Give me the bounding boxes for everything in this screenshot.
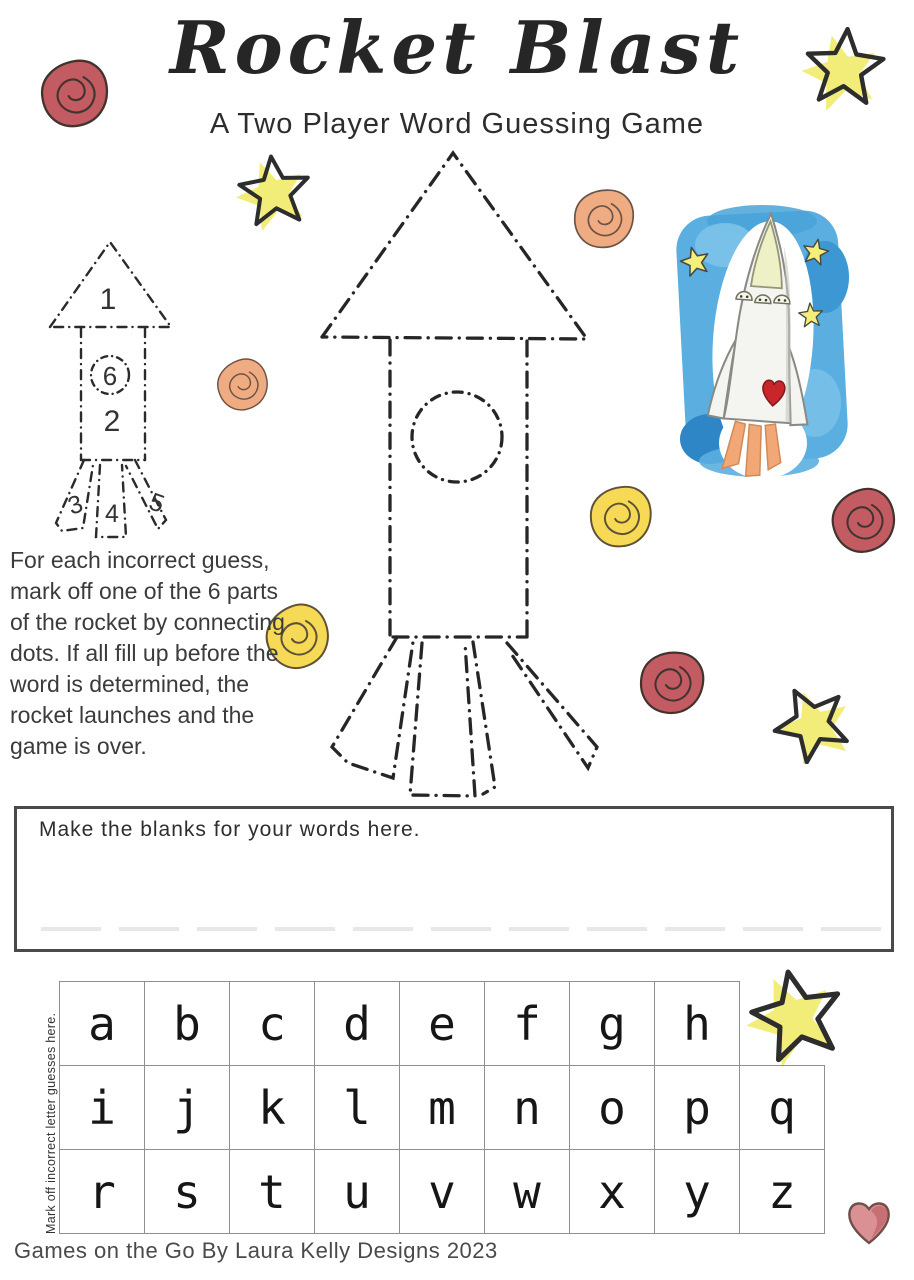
letter-cell-b: b [144, 981, 230, 1066]
alphabet-row-3 [60, 1150, 825, 1234]
alphabet-row-1 [60, 982, 825, 1066]
word-blank [431, 927, 491, 931]
letter-cell-g: g [569, 981, 655, 1066]
word-blank [353, 927, 413, 931]
star-yellow-icon [764, 680, 858, 764]
letter-cell-l: l [314, 1065, 400, 1150]
letter-cell-p: p [654, 1065, 740, 1150]
star-yellow-icon [795, 22, 895, 110]
letter-cell-v: v [399, 1149, 485, 1234]
letter-cell-r: r [59, 1149, 145, 1234]
letter-cell-k: k [229, 1065, 315, 1150]
word-blank [197, 927, 257, 931]
word-blank [743, 927, 803, 931]
letter-cell-s: s [144, 1149, 230, 1234]
letter-cell-h: h [654, 981, 740, 1066]
letter-cell-o: o [569, 1065, 655, 1150]
large-rocket-outline [315, 150, 610, 810]
word-blank [665, 927, 725, 931]
letter-cell-x: x [569, 1149, 655, 1234]
numbered-rocket-diagram [48, 235, 200, 547]
page-title: Rocket Blast [169, 5, 745, 90]
footer-credit: Games on the Go By Laura Kelly Designs 2023 [14, 1238, 498, 1263]
letter-cell-i: i [59, 1065, 145, 1150]
letter-cell-y: y [654, 1149, 740, 1234]
rocket-part-number-2: 2 [103, 405, 121, 438]
word-blanks-row [41, 927, 875, 931]
letter-cell-m: m [399, 1065, 485, 1150]
letter-cell-e: e [399, 981, 485, 1066]
alphabet-row-2 [60, 1066, 825, 1150]
letter-cell-c: c [229, 981, 315, 1066]
letter-cell-a: a [59, 981, 145, 1066]
letter-cell-f: f [484, 981, 570, 1066]
word-blank [821, 927, 881, 931]
words-box [14, 806, 894, 952]
rocket-part-number-4: 4 [105, 500, 119, 528]
letter-cell-u: u [314, 1149, 400, 1234]
swirl-red-icon [636, 646, 708, 720]
instructions-text: For each incorrect guess, mark off one of the 6 parts of the rocket by connecting dots. If all fill up before the word is determined, the rocket launches and the game is over. [10, 547, 285, 759]
rocket-part-number-3: 3 [64, 489, 87, 521]
page-subtitle: A Two Player Word Guessing Game [209, 108, 705, 140]
word-blank [119, 927, 179, 931]
swirl-red-icon [826, 485, 902, 557]
swirl-red-icon [36, 56, 114, 132]
word-blank [275, 927, 335, 931]
watercolor-rocket-illustration [667, 193, 857, 478]
heart-icon [842, 1196, 896, 1250]
rocket-part-number-6: 6 [102, 361, 118, 391]
word-blank [509, 927, 569, 931]
star-yellow-icon [232, 150, 317, 230]
letter-cell-d: d [314, 981, 400, 1066]
word-blank [41, 927, 101, 931]
word-blank [587, 927, 647, 931]
alphabet-grid [60, 982, 825, 1234]
rocket-part-number-5: 5 [145, 487, 169, 519]
words-box-label: Make the blanks for your words here. [39, 818, 421, 841]
letter-cell-t: t [229, 1149, 315, 1234]
letter-cell-q: q [739, 1065, 825, 1150]
alphabet-vertical-label: Mark off incorrect letter guesses here. [44, 1012, 58, 1234]
rocket-part-number-1: 1 [99, 283, 117, 316]
letter-cell-n: n [484, 1065, 570, 1150]
letter-cell-z: z [739, 1149, 825, 1234]
star-yellow-icon [746, 963, 848, 1065]
letter-cell-j: j [144, 1065, 230, 1150]
letter-cell-w: w [484, 1149, 570, 1234]
swirl-orange-icon [214, 350, 272, 420]
